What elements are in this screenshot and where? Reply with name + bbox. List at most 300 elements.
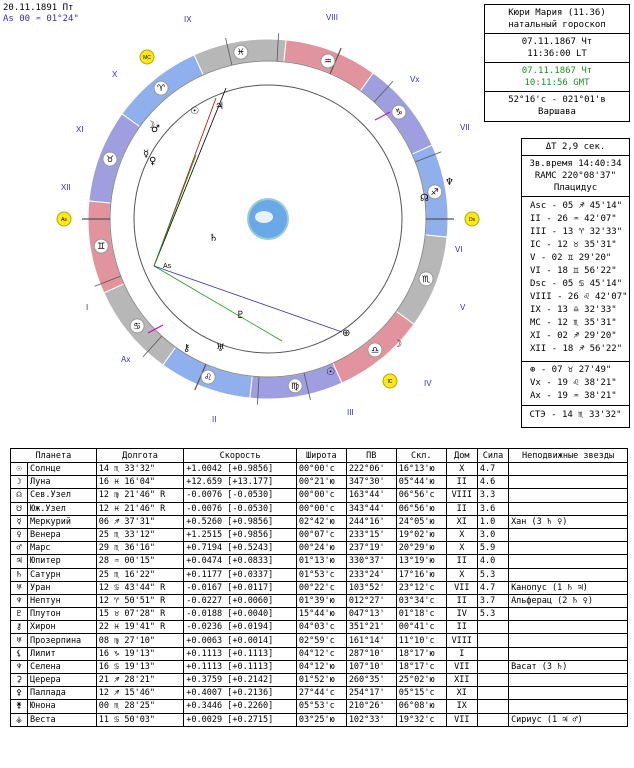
cell-decl: 06°08'ю [396, 700, 446, 713]
cell-speed: -0.0076 [-0.0530] [184, 489, 297, 502]
transit-asc: As 00 ♒ 01°24" [3, 14, 79, 24]
ramc: RAMC 220°08'37" [534, 171, 617, 181]
cell-house: XII [446, 674, 477, 687]
house-label: II [212, 415, 217, 424]
cell-lat: 01°52'ю [296, 674, 346, 687]
planet-name: Селена [28, 660, 97, 673]
col-declination: Скл. [396, 449, 446, 463]
cell-house: XI [446, 515, 477, 528]
extra-points [522, 361, 629, 403]
table-row[interactable] [11, 674, 628, 687]
chart-wheel[interactable] [50, 13, 482, 424]
house-label: VIII [326, 13, 339, 22]
cell-decl: 16°13'ю [396, 463, 446, 476]
cell-power [477, 634, 508, 647]
cell-stars: Альферац (2 ♄ ♀) [509, 594, 628, 607]
cell-decl: 03°34'с [396, 594, 446, 607]
cell-speed: +0.1177 [+0.0337] [184, 568, 297, 581]
gmt-time: 10:11:56 GMT [524, 78, 590, 88]
planet-name: Веста [28, 713, 97, 726]
cell-lat: 04°12'ю [296, 660, 346, 673]
planet-symbol: ☽ [11, 476, 28, 489]
table-row[interactable] [11, 700, 628, 713]
cell-power: 5.9 [477, 542, 508, 555]
cell-pv: 161°14' [346, 634, 396, 647]
table-row[interactable] [11, 581, 628, 594]
cell-house: II [446, 502, 477, 515]
cusp-line: VIII - 26 ♌ 42'07" [530, 292, 628, 302]
planet-table [10, 448, 628, 727]
delta-t: ΔT 2,9 сек. [522, 139, 629, 156]
col-fixed-stars: Неподвижные звезды [509, 449, 628, 463]
cell-house: IV [446, 608, 477, 621]
cell-house: X [446, 463, 477, 476]
table-row[interactable] [11, 502, 628, 515]
planet-name: Марс [28, 542, 97, 555]
planet-symbol: ☊ [11, 489, 28, 502]
cell-decl: 18°17'ю [396, 647, 446, 660]
table-row[interactable] [11, 687, 628, 700]
planet-rows [11, 463, 628, 727]
cell-lon: 12 ♍ 21'46" R [96, 489, 184, 502]
cell-house: II [446, 555, 477, 568]
table-row[interactable] [11, 634, 628, 647]
sidereal-time: Зв.время 14:40:34 [529, 159, 622, 169]
planet-glyph: ♃ [215, 101, 224, 112]
cusp-line: XII - 18 ♐ 56'22" [530, 344, 623, 354]
cell-speed: +0.0474 [+0.0833] [184, 555, 297, 568]
cell-speed: +1.2515 [+0.9856] [184, 528, 297, 541]
cell-lon: 12 ♈ 50'51" R [96, 594, 184, 607]
planet-glyph: ☽ [146, 120, 155, 131]
col-speed: Скорость [184, 449, 297, 463]
cusp-line: VI - 18 ♊ 56'22" [530, 266, 617, 276]
planet-glyph: ♀ [149, 156, 157, 167]
cell-house: IX [446, 700, 477, 713]
cell-lon: 15 ♉ 07'28" R [96, 608, 184, 621]
cell-lat: 00°00'с [296, 489, 346, 502]
planet-symbol: ⚷ [11, 621, 28, 634]
planet-name: Плутон [28, 608, 97, 621]
cell-lon: 29 ♏ 36'16" [96, 542, 184, 555]
planet-symbol: ♀ [11, 528, 28, 541]
planet-symbol: ⚳ [11, 674, 28, 687]
planet-name: Юж.Узел [28, 502, 97, 515]
cell-house: X [446, 528, 477, 541]
cell-decl: 23°12'с [396, 581, 446, 594]
globe-land [255, 211, 273, 223]
planet-glyph: ♆ [445, 177, 454, 188]
local-date: 07.11.1867 Чт [521, 37, 593, 47]
cell-stars [509, 621, 628, 634]
planet-name: Солнце [28, 463, 97, 476]
cell-speed: +0.7194 [+0.5243] [184, 542, 297, 555]
cell-power: 4.6 [477, 476, 508, 489]
planet-glyph: ☊ [420, 193, 429, 204]
planet-symbol: ♅ [11, 581, 28, 594]
cell-pv: 244°16' [346, 515, 396, 528]
cell-stars: Васат (3 ♄) [509, 660, 628, 673]
sign-glyph: ♐ [430, 187, 439, 198]
planet-name: Сатурн [28, 568, 97, 581]
cell-lat: 03°25'ю [296, 713, 346, 726]
place: Варшава [538, 107, 576, 117]
cell-lat: 01°39'ю [296, 594, 346, 607]
planet-glyph: ☽ [393, 339, 402, 350]
natal-info-box [484, 4, 630, 122]
cell-power: 3.7 [477, 594, 508, 607]
chart-type: натальный гороскоп [508, 20, 606, 30]
cell-lon: 22 ♓ 19'41" R [96, 621, 184, 634]
cell-lon: 21 ♐ 28'21" [96, 674, 184, 687]
cell-power [477, 621, 508, 634]
cell-lat: 15°44'ю [296, 608, 346, 621]
sign-glyph: ♎ [370, 345, 379, 356]
planet-symbol: ⚵ [11, 700, 28, 713]
table-row[interactable] [11, 476, 628, 489]
table-row[interactable] [11, 621, 628, 634]
cell-power: 5.3 [477, 568, 508, 581]
planet-name: Уран [28, 581, 97, 594]
cell-lat: 04°12'с [296, 647, 346, 660]
ste-row: СТЭ - 14 ♏ 33'32" [522, 405, 629, 425]
col-ra: ПВ [346, 449, 396, 463]
cell-lat: 00°24'ю [296, 542, 346, 555]
cusp-line: V - 02 ♊ 29'20" [530, 253, 612, 263]
transit-date: 20.11.1891 Пт [3, 3, 74, 13]
planet-name: Сев.Узел [28, 489, 97, 502]
gmt-date: 07.11.1867 Чт [521, 66, 593, 76]
col-longitude: Долгота [96, 449, 184, 463]
cell-stars [509, 542, 628, 555]
cell-pv: 287°10' [346, 647, 396, 660]
planet-name: Лилит [28, 647, 97, 660]
cell-lat: 00°07'с [296, 528, 346, 541]
earth-globe [248, 199, 288, 239]
cell-decl: 20°29'ю [396, 542, 446, 555]
house-label: IX [184, 15, 192, 24]
planet-glyph: ⊕ [342, 328, 351, 339]
cell-pv: 103°52' [346, 581, 396, 594]
cell-lon: 25 ♏ 33'12" [96, 528, 184, 541]
cell-pv: 254°17' [346, 687, 396, 700]
planet-name: Юпитер [28, 555, 97, 568]
extra-point-line: Ax - 19 ♒ 38'21" [530, 391, 617, 401]
cell-house: VII [446, 660, 477, 673]
planet-name: Паллада [28, 687, 97, 700]
cell-stars: Канопус (1 ♄ ♃) [509, 581, 628, 594]
cell-lat: 00°22'с [296, 581, 346, 594]
planet-glyph: ⚷ [183, 343, 191, 354]
planet-name: Юнона [28, 700, 97, 713]
cell-lat: 01°13'ю [296, 555, 346, 568]
cell-stars [509, 555, 628, 568]
cell-stars [509, 489, 628, 502]
cell-speed: +0.0063 [+0.0014] [184, 634, 297, 647]
cell-speed: -0.0227 [+0.0060] [184, 594, 297, 607]
cell-stars [509, 700, 628, 713]
planet-symbol: ♆ [11, 594, 28, 607]
cell-power [477, 647, 508, 660]
cell-lat: 02°59'с [296, 634, 346, 647]
cell-speed: +0.1113 [+0.1113] [184, 647, 297, 660]
cell-power [477, 687, 508, 700]
table-row[interactable] [11, 542, 628, 555]
planet-symbol: ⚴ [11, 687, 28, 700]
house-label: IV [424, 379, 432, 388]
cusp-line: Dsc - 05 ♋ 45'14" [530, 279, 623, 289]
ax-label: Ax [121, 355, 131, 364]
cell-stars: Сириус (1 ♃ ♂) [509, 713, 628, 726]
house-label: XII [61, 183, 71, 192]
cell-lat: 01°53'с [296, 568, 346, 581]
house-label: VII [460, 123, 470, 132]
vx-label: Vx [410, 75, 420, 84]
cell-lat: 05°53'с [296, 700, 346, 713]
table-row[interactable] [11, 515, 628, 528]
cell-stars [509, 634, 628, 647]
cell-lat: 04°03'с [296, 621, 346, 634]
house-system: Плацидус [553, 183, 598, 193]
planet-name: Прозерпина [28, 634, 97, 647]
cell-stars [509, 463, 628, 476]
sign-glyph: ♌ [204, 373, 213, 384]
table-row[interactable] [11, 594, 628, 607]
cell-lon: 00 ♏ 28'25" [96, 700, 184, 713]
table-row[interactable] [11, 608, 628, 621]
cell-pv: 343°44' [346, 502, 396, 515]
cell-pv: 233°15' [346, 528, 396, 541]
cell-lat: 00°00'с [296, 463, 346, 476]
extra-point-line: ⊕ - 07 ♉ 27'49" [530, 365, 612, 375]
cell-power: 1.0 [477, 515, 508, 528]
cell-power: 4.7 [477, 463, 508, 476]
cusp-line: Asc - 05 ♐ 45'14" [530, 201, 623, 211]
col-planet: Планета [11, 449, 97, 463]
sign-glyph: ♊ [97, 242, 106, 253]
cell-pv: 102°33' [346, 713, 396, 726]
sign-glyph: ♓ [236, 48, 245, 59]
cell-pv: 260°35' [346, 674, 396, 687]
cell-power [477, 674, 508, 687]
cell-decl: 17°16'ю [396, 568, 446, 581]
cell-house: VII [446, 581, 477, 594]
cell-speed: +12.659 [+13.177] [184, 476, 297, 489]
planet-symbol: ♄ [11, 568, 28, 581]
cell-decl: 19°32'с [396, 713, 446, 726]
cusp-line: MC - 12 ♏ 35'31" [530, 318, 617, 328]
table-row[interactable] [11, 528, 628, 541]
cell-house: VII [446, 713, 477, 726]
cell-lon: 08 ♍ 27'10" [96, 634, 184, 647]
col-house: Дом [446, 449, 477, 463]
cell-lon: 16 ♑ 19'13" [96, 647, 184, 660]
cell-decl: 13°19'ю [396, 555, 446, 568]
cell-pv: 107°10' [346, 660, 396, 673]
cell-lon: 11 ♋ 50'03" [96, 713, 184, 726]
cell-pv: 012°27' [346, 594, 396, 607]
planet-symbol: ☉ [11, 463, 28, 476]
cell-lon: 14 ♏ 33'32" [96, 463, 184, 476]
sign-glyph: ♒ [323, 56, 332, 67]
angle-label: IC [387, 379, 393, 385]
sign-glyph: ♉ [105, 155, 115, 166]
angle-label: Ds [468, 217, 476, 223]
cell-decl: 24°05'ю [396, 515, 446, 528]
planet-name: Луна [28, 476, 97, 489]
cell-house: II [446, 621, 477, 634]
cell-decl: 25°02'ю [396, 674, 446, 687]
planet-name: Меркурий [28, 515, 97, 528]
cell-stars [509, 608, 628, 621]
table-row[interactable] [11, 568, 628, 581]
planet-symbol: ♂ [11, 542, 28, 555]
table-row[interactable] [11, 463, 628, 476]
table-row[interactable] [11, 489, 628, 502]
sign-glyph: ♍ [291, 381, 300, 392]
cusp-list [522, 197, 629, 359]
person-name: Кюри Мария (11.36) [508, 8, 606, 18]
planet-glyph: ☉ [190, 106, 199, 117]
angle-label: MC [143, 55, 151, 61]
cell-speed: -0.0188 [+0.0040] [184, 608, 297, 621]
cell-decl: 18°17'с [396, 660, 446, 673]
table-row[interactable] [11, 555, 628, 568]
cell-pv: 210°26' [346, 700, 396, 713]
cell-decl: 05°15'с [396, 687, 446, 700]
cell-decl: 06°56'с [396, 489, 446, 502]
cell-pv: 233°24' [346, 568, 396, 581]
cell-house: XI [446, 687, 477, 700]
cell-decl: 06°56'ю [396, 502, 446, 515]
sign-glyph: ♈ [157, 84, 166, 95]
planet-glyph: ☿ [143, 149, 150, 160]
as-inner-label: As [163, 263, 172, 270]
cell-lon: 12 ♓ 21'46" R [96, 502, 184, 515]
cusp-line: XI - 02 ♐ 29'20" [530, 331, 617, 341]
planet-glyph: ♂ [151, 124, 160, 135]
cell-pv: 330°37' [346, 555, 396, 568]
cell-lon: 28 ♒ 00'15" [96, 555, 184, 568]
sign-glyph: ♑ [394, 108, 403, 119]
cell-speed: +0.5260 [+0.9856] [184, 515, 297, 528]
gmt-time-row [485, 63, 629, 92]
cell-lon: 12 ♐ 15'46" [96, 687, 184, 700]
cusp-line: IC - 12 ♉ 35'31" [530, 240, 617, 250]
cell-speed: +1.0042 [+0.9856] [184, 463, 297, 476]
house-label: XI [76, 125, 84, 134]
planet-symbol: ☋ [11, 502, 28, 515]
table-row[interactable] [11, 660, 628, 673]
table-row[interactable] [11, 713, 628, 726]
cell-stars [509, 647, 628, 660]
cell-speed: +0.4007 [+0.2136] [184, 687, 297, 700]
planet-symbol: ♅ [11, 634, 28, 647]
planet-glyph: ♅ [216, 343, 225, 354]
cell-power: 4.7 [477, 581, 508, 594]
planet-name: Нептун [28, 594, 97, 607]
cell-house: X [446, 568, 477, 581]
local-time-row [485, 34, 629, 63]
coords: 52°16'с - 021°01'в [508, 95, 606, 105]
table-row[interactable] [11, 647, 628, 660]
cell-stars [509, 502, 628, 515]
local-time: 11:36:00 LT [527, 49, 587, 59]
cell-house: VIII [446, 634, 477, 647]
cell-power: 4.0 [477, 555, 508, 568]
cell-decl: 05°44'ю [396, 476, 446, 489]
cell-speed: -0.0076 [-0.0530] [184, 502, 297, 515]
planet-glyph: ☉ [326, 367, 335, 378]
planet-symbol: ♃ [11, 555, 28, 568]
cell-power: 5.3 [477, 608, 508, 621]
house-label: VI [455, 245, 463, 254]
planet-name: Церера [28, 674, 97, 687]
cusp-line: II - 26 ♒ 42'07" [530, 214, 617, 224]
cusp-line: III - 13 ♈ 32'33" [530, 227, 623, 237]
planet-symbol: ☿ [11, 515, 28, 528]
cell-decl: 00°41'с [396, 621, 446, 634]
cell-stars [509, 528, 628, 541]
cell-house: VIII [446, 489, 477, 502]
cell-lat: 02°42'ю [296, 515, 346, 528]
cell-speed: +0.3759 [+0.2142] [184, 674, 297, 687]
cell-lon: 16 ♓ 16'04" [96, 476, 184, 489]
cell-speed: +0.0029 [+0.2715] [184, 713, 297, 726]
natal-title-row [485, 5, 629, 34]
cell-pv: 163°44' [346, 489, 396, 502]
cell-stars [509, 674, 628, 687]
cell-speed: +0.1113 [+0.1113] [184, 660, 297, 673]
house-label: V [460, 303, 466, 312]
planet-symbol: ⚸ [11, 647, 28, 660]
planet-glyph: ♄ [209, 233, 218, 244]
house-label: I [86, 303, 89, 312]
planet-symbol: ♇ [11, 608, 28, 621]
cell-power: 3.6 [477, 502, 508, 515]
cell-pv: 222°06' [346, 463, 396, 476]
cell-lon: 06 ♐ 37'31" [96, 515, 184, 528]
cell-lat: 00°21'ю [296, 476, 346, 489]
cell-stars [509, 476, 628, 489]
cell-stars [509, 687, 628, 700]
cell-speed: +0.3446 [+0.2260] [184, 700, 297, 713]
sidereal-block [522, 156, 629, 197]
cell-house: II [446, 594, 477, 607]
sign-glyph: ♏ [421, 274, 431, 285]
planet-name: Хирон [28, 621, 97, 634]
cell-lon: 12 ♋ 43'44" R [96, 581, 184, 594]
cell-decl: 19°02'ю [396, 528, 446, 541]
cell-speed: -0.0167 [+0.0117] [184, 581, 297, 594]
col-latitude: Широта [296, 449, 346, 463]
table-header [11, 449, 628, 463]
house-label: X [112, 70, 118, 79]
planet-symbol: ⚶ [11, 713, 28, 726]
cell-pv: 237°19' [346, 542, 396, 555]
planet-glyph: ♇ [236, 310, 245, 321]
cell-decl: 01°18'с [396, 608, 446, 621]
cell-decl: 11°10'с [396, 634, 446, 647]
location-row [485, 92, 629, 120]
cell-pv: 351°21' [346, 621, 396, 634]
planet-name: Венера [28, 528, 97, 541]
cell-lat: 00°00'с [296, 502, 346, 515]
cell-power: 3.3 [477, 489, 508, 502]
extra-point-line: Vx - 19 ♌ 38'21" [530, 378, 617, 388]
cell-pv: 347°30' [346, 476, 396, 489]
cell-pv: 047°13' [346, 608, 396, 621]
